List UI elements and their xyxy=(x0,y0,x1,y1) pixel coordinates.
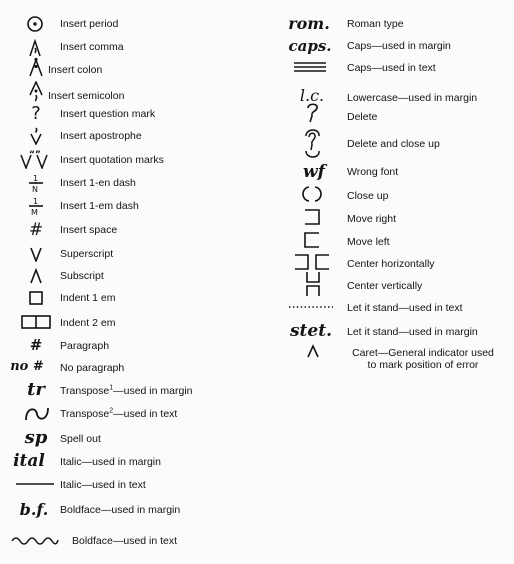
transpose-curve-icon xyxy=(22,403,52,425)
caret-colon-icon xyxy=(27,56,45,78)
underline-icon xyxy=(14,474,56,494)
let-it-stand-text-label: Let it stand—used in text xyxy=(347,302,463,314)
no-paragraph-icon: no # xyxy=(10,359,44,374)
move-left-icon xyxy=(300,229,324,251)
wrong-font-label: Wrong font xyxy=(347,166,399,178)
circle-dot-icon xyxy=(24,14,46,34)
boldface-text-label: Boldface—used in text xyxy=(72,535,178,547)
ital-handwritten-icon: ital xyxy=(13,451,45,471)
indent-2-em-label: Indent 2 em xyxy=(60,317,116,329)
move-right-label: Move right xyxy=(347,213,397,225)
roman-type-label: Roman type xyxy=(347,18,404,30)
em-dash-icon xyxy=(26,195,46,217)
insert-period-label: Insert period xyxy=(60,18,119,30)
svg-text:“”: “” xyxy=(29,150,41,160)
quotation-caret-icon xyxy=(18,148,50,170)
close-up-label: Close up xyxy=(347,190,389,202)
rom-handwritten-icon: rom. xyxy=(288,14,330,33)
insert-colon-label: Insert colon xyxy=(48,64,103,76)
transpose-margin-text: Transpose xyxy=(60,385,110,397)
box-icon xyxy=(27,288,45,308)
paragraph-icon: # xyxy=(29,336,43,354)
transpose-handwritten-icon: tr xyxy=(27,379,45,400)
transpose-text-sup: 2 xyxy=(109,407,114,415)
caret-comma-icon xyxy=(26,38,44,58)
insert-comma-label: Insert comma xyxy=(60,41,124,53)
svg-text:N: N xyxy=(32,185,38,193)
center-vertically-label: Center vertically xyxy=(347,280,423,292)
close-up-icon xyxy=(298,184,326,204)
transpose-text-suffix: —used in text xyxy=(113,408,178,420)
spell-out-label: Spell out xyxy=(60,433,101,445)
en-dash-icon xyxy=(26,172,46,194)
spell-out-handwritten-icon: sp xyxy=(24,427,48,448)
no-paragraph-label: No paragraph xyxy=(60,362,125,374)
caret-general-label: Caret—General indicator used to mark position of error xyxy=(352,347,494,371)
dotted-line-icon xyxy=(286,298,336,314)
v-icon xyxy=(27,244,45,264)
svg-text:1: 1 xyxy=(33,197,39,206)
caret-semicolon-icon xyxy=(27,80,45,104)
delete-close-up-icon xyxy=(300,128,326,160)
insert-quotation-marks-label: Insert quotation marks xyxy=(60,154,164,166)
let-it-stand-margin-label: Let it stand—used in margin xyxy=(347,326,478,338)
move-left-label: Move left xyxy=(347,236,390,248)
transpose-margin-sup: 1 xyxy=(109,384,114,392)
transpose-margin-suffix: —used in margin xyxy=(113,385,193,397)
paragraph-label: Paragraph xyxy=(60,340,110,352)
move-right-icon xyxy=(300,206,324,228)
superscript-label: Superscript xyxy=(60,248,114,260)
delete-icon xyxy=(304,102,322,124)
insert-apostrophe-label: Insert apostrophe xyxy=(60,130,142,142)
boldface-margin-label: Boldface—used in margin xyxy=(60,504,181,516)
caps-handwritten-icon: caps. xyxy=(288,37,332,55)
caps-margin-label: Caps—used in margin xyxy=(347,40,451,52)
hash-icon: # xyxy=(28,220,44,240)
triple-underline-icon xyxy=(290,58,330,76)
center-horizontally-label: Center horizontally xyxy=(347,258,435,270)
question-mark-icon: ? xyxy=(31,103,41,124)
insert-en-dash-label: Insert 1-en dash xyxy=(60,177,136,189)
insert-space-label: Insert space xyxy=(60,224,118,236)
stet-handwritten-icon: stet. xyxy=(289,321,332,341)
indent-1-em-label: Indent 1 em xyxy=(60,292,116,304)
lc-handwritten-icon: l.c. xyxy=(299,86,325,105)
apostrophe-caret-icon xyxy=(27,126,45,146)
wavy-underline-icon xyxy=(10,530,60,550)
insert-em-dash-label: Insert 1-em dash xyxy=(60,200,139,212)
svg-text:M: M xyxy=(31,208,38,216)
lowercase-margin-label: Lowercase—used in margin xyxy=(347,92,478,104)
insert-question-mark-label: Insert question mark xyxy=(60,108,156,120)
caret-icon xyxy=(27,266,45,286)
svg-text:1: 1 xyxy=(33,174,39,183)
no-mark: no xyxy=(10,359,29,374)
bf-handwritten-icon: b.f. xyxy=(19,500,49,519)
transpose-text-label xyxy=(60,408,177,420)
wf-handwritten-icon: wf xyxy=(303,162,325,182)
italic-text-label: Italic—used in text xyxy=(60,479,146,491)
delete-label: Delete xyxy=(347,111,378,123)
double-box-icon xyxy=(18,312,54,332)
transpose-text-text: Transpose xyxy=(60,408,110,420)
insert-semicolon-label: Insert semicolon xyxy=(48,90,125,102)
caps-text-label: Caps—used in text xyxy=(347,62,436,74)
caret-icon xyxy=(304,342,322,360)
subscript-label: Subscript xyxy=(60,270,104,282)
italic-margin-label: Italic—used in margin xyxy=(60,456,161,468)
delete-close-up-label: Delete and close up xyxy=(347,138,440,150)
transpose-margin-label xyxy=(60,385,193,397)
center-horizontal-icon xyxy=(292,252,332,272)
center-vertical-icon xyxy=(304,270,322,298)
